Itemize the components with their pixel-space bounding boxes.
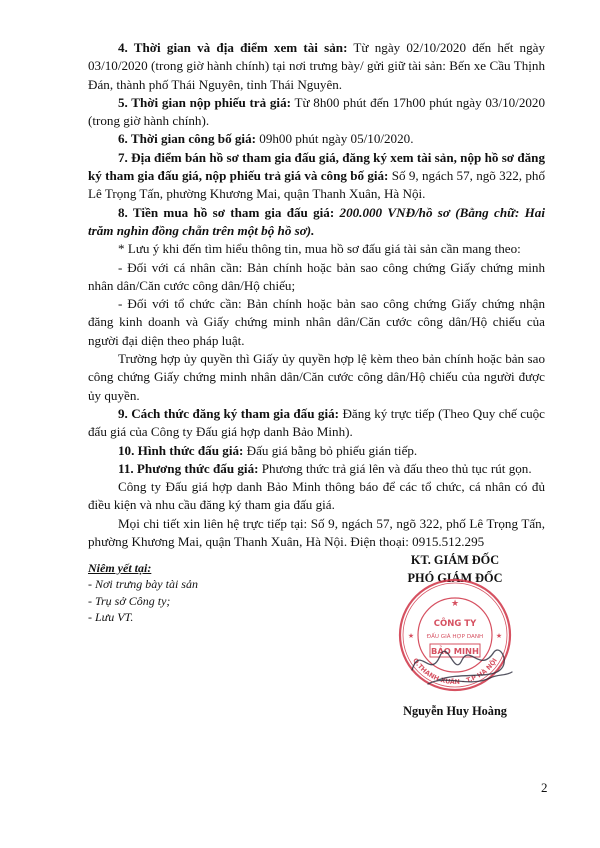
posting-item: - Trụ sở Công ty; (88, 593, 171, 608)
signature-stroke (428, 672, 512, 684)
seal-star-icon: ★ (450, 599, 460, 609)
item-5-label: 5. Thời gian nộp phiếu trả giá: (118, 94, 291, 110)
item-4-label: 4. Thời gian và địa điểm xem tài sản: (118, 40, 348, 55)
posting-list (88, 560, 288, 625)
item-5 (88, 94, 545, 131)
item-7-text: Số 9, ngách 57, ngõ 322, phố Lê Trọng Tấn, phường Khương Mai, quận Thanh Xuân, Hà Nội. (88, 168, 545, 202)
announcement-paragraph: Công ty Đấu giá hợp danh Bảo Minh thông báo để các tổ chức, cá nhân có đủ điều kiện và nhu cầu đăng ký tham gia đấu giá. (88, 479, 545, 513)
note-paragraph: * Lưu ý khi đến tìm hiểu thông tin, mua hồ sơ đấu giá tài sản cần mang theo: (118, 241, 521, 257)
posting-item: - Nơi trưng bày tài sản (88, 577, 198, 592)
organization-requirements: - Đối với tổ chức cần: Bản chính hoặc bản sao công chứng Giấy chứng nhận đăng kinh doanh và Giấy chứng minh nhân dân/Căn cước công dân/Hộ chiếu của người đại diện theo pháp luật. (88, 296, 545, 348)
item-7 (88, 149, 545, 204)
seal-star-icon: ★ (407, 632, 415, 640)
item-11 (88, 460, 545, 478)
item-9-text: Đăng ký trực tiếp (Theo Quy chế cuộc đấu giá của Công ty Đấu giá hợp danh Bảo Minh). (88, 405, 545, 440)
item-11-label: 11. Phương thức đấu giá: (118, 460, 259, 476)
item-9-label: 9. Cách thức đăng ký tham gia đấu giá: (118, 405, 340, 421)
item-8-text: 200.000 VNĐ/hồ sơ (Bằng chữ: Hai trăm nghìn đồng chẵn trên một bộ hồ sơ). (88, 204, 545, 238)
posting-title: Niêm yết tại: (88, 561, 152, 575)
authorization-paragraph: Trường hợp ủy quyền thì Giấy ủy quyền hợp lệ kèm theo bản chính hoặc bản sao công chứng Giấy chứng minh nhân dân/Căn cước công dân/Hộ chiếu của người được ủy quyền. (88, 351, 545, 403)
seal-center-line3: BẢO MINH (431, 646, 479, 656)
item-10 (88, 442, 545, 460)
item-6-label: 6. Thời gian công bố giá: (118, 131, 256, 147)
item-6 (88, 130, 545, 148)
item-4 (88, 39, 545, 94)
item-7-label: 7. Địa điểm bán hồ sơ tham gia đấu giá, đăng ký xem tài sản, nộp hồ sơ đăng ký tham gia đấu giá, nộp phiếu trả giá và công bố giá: (88, 149, 545, 184)
document-body (88, 39, 545, 551)
item-10-label: 10. Hình thức đấu giá: (118, 442, 244, 458)
seal-ring-bottom-path: Q.THANH XUÂN - T.P HÀ NỘI (411, 656, 499, 687)
item-5-text: Từ 8h00 phút đến 17h00 phút ngày 03/10/2020 (trong giờ hành chính). (88, 94, 546, 129)
page-number: 2 (541, 780, 548, 795)
item-9 (88, 405, 545, 442)
seal-center-line1: CÔNG TY (433, 619, 477, 629)
item-8 (88, 204, 545, 241)
seal-star-icon: ★ (495, 632, 503, 640)
seal-center-line2: ĐẤU GIÁ HỢP DANH (426, 634, 484, 640)
item-6-text: 09h00 phút ngày 05/10/2020. (259, 131, 414, 147)
item-4-text: Từ ngày 02/10/2020 đến hết ngày 03/10/2020 (trong giờ hành chính) tại nơi trưng bày/ gửi giữ tài sản: Bến xe Cầu Thịnh Đán, thành phố Thái Nguyên, tỉnh Thái Nguyên. (88, 40, 546, 92)
signature-stroke (412, 650, 504, 680)
signature-title-line1: KT. GIÁM ĐỐC (410, 553, 500, 567)
item-10-text: Đấu giá bằng bỏ phiếu gián tiếp. (246, 442, 418, 458)
item-8-label: 8. Tiền mua hồ sơ tham gia đấu giá: (118, 204, 335, 220)
signature-title-line2: PHÓ GIÁM ĐỐC (407, 570, 503, 585)
signer-name: Nguyễn Huy Hoàng (403, 704, 507, 718)
item-11-text: Phương thức trả giá lên và đấu theo thủ tục rút gọn. (261, 460, 532, 476)
individual-requirements: - Đối với cá nhân cần: Bản chính hoặc bản sao công chứng Giấy chứng minh nhân dân/Căn cước công dân/Hộ chiếu; (88, 259, 545, 293)
contact-paragraph: Mọi chi tiết xin liên hệ trực tiếp tại: Số 9, ngách 57, ngõ 322, phố Lê Trọng Tấn, phường Khương Mai, quận Thanh Xuân, Hà Nội. Điện thoại: 0915.512.295 (88, 515, 545, 550)
posting-item: - Lưu VT. (88, 609, 134, 624)
handwritten-signature (398, 622, 522, 702)
